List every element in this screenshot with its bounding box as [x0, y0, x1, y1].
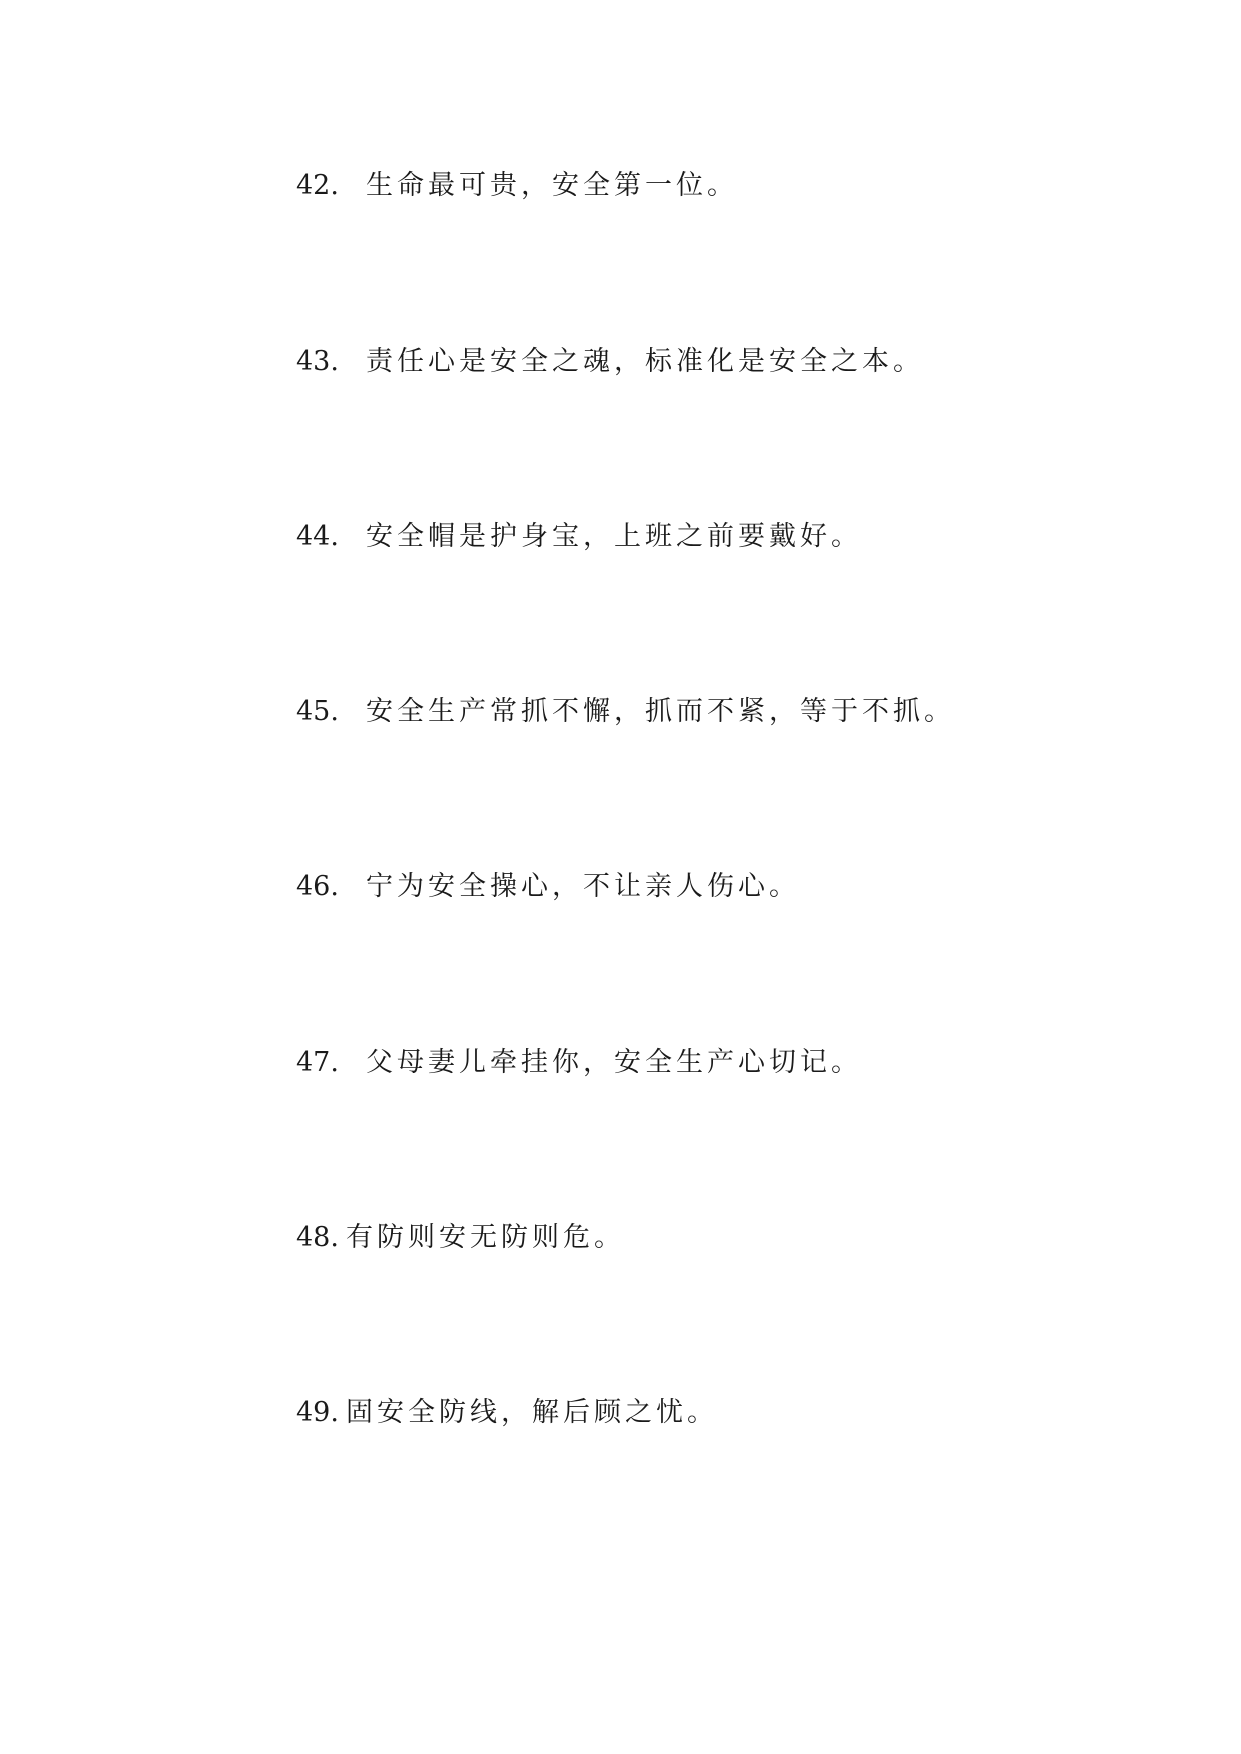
item-number: 44. [296, 521, 339, 552]
item-text: 安全生产常抓不懈，抓而不紧，等于不抓。 [366, 696, 955, 727]
item-number: 49. [296, 1397, 339, 1428]
list-item [296, 1043, 862, 1083]
item-text: 责任心是安全之魂，标准化是安全之本。 [366, 346, 924, 377]
list-item [296, 867, 800, 907]
item-number: 47. [296, 1047, 339, 1078]
list-item [296, 517, 862, 557]
item-text: 生命最可贵，安全第一位。 [366, 170, 738, 201]
item-number: 45. [296, 696, 339, 727]
item-number: 42. [296, 170, 339, 201]
list-item [296, 1393, 718, 1433]
item-text: 固安全防线，解后顾之忧。 [346, 1397, 718, 1428]
item-text: 父母妻儿牵挂你，安全生产心切记。 [366, 1047, 862, 1078]
list-item [296, 1218, 625, 1258]
list-item [296, 342, 924, 382]
item-number: 43. [296, 346, 339, 377]
item-text: 安全帽是护身宝，上班之前要戴好。 [366, 521, 862, 552]
list-item [296, 692, 955, 732]
item-text: 有防则安无防则危。 [346, 1222, 625, 1253]
item-number: 46. [296, 871, 339, 902]
item-number: 48. [296, 1222, 339, 1253]
list-item [296, 166, 738, 206]
item-text: 宁为安全操心，不让亲人伤心。 [366, 871, 800, 902]
